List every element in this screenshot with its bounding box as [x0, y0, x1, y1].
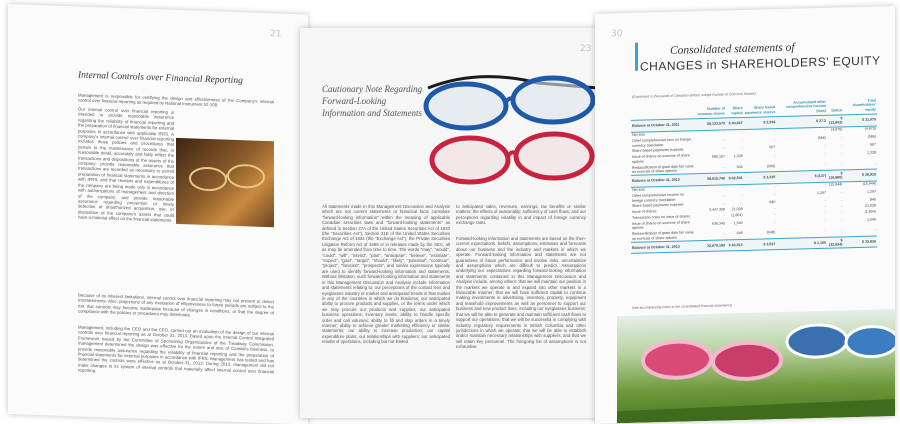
- page-number: 21: [270, 29, 282, 40]
- right-page: [595, 6, 895, 424]
- table-cell: 3,447,308: [709, 207, 725, 213]
- title-line: Forward-Looking: [322, 96, 387, 106]
- body-column: All statements made in this Management Discussion and Analysis which are not current statements or historical facts constitute "forward-looking information" within the meaning of applicable Canadian securities laws and "forward-looking statements" as defined in Section 27A of the United States Securities Act of 1933 (the "Securities Act"), Section 21E of the United States Securities Exchange Act of 1934 (the "Exchange Act"), the Private Securities Litigation Reform Act of 1995 or in releases made by the SEC, all as may be amended from time to time. The words "may", "would", "could", "will", "intend", "plan", "anticipate", "believe", "estimate", "expect", "goal", "target", "should", "likely", "potential", "continue", "project", "forecast", "prospects", and similar expressions typically are used to identify forward-looking information and statements. Without limitation, such forward-looking information and statements in this Management Discussion and Analysis include information and statements relating to: our perceptions of the contact lens and eyeglasses industry or market and anticipated trends in that market in any of the countries in which we do business; our anticipated ability to procure products and supplies, or the terms under which we may procure our products and supplies; our anticipated business operations, inventory levels, ability to handle specific order and call volumes; ability to fill and ship orders in a timely manner; ability to achieve greater marketing efficiency or similar statements; our ability to increase production; our capital expenditure plans; our relationships with suppliers; our anticipated results of operations, including but not limited: [322, 204, 450, 345]
- page-number: 23: [580, 44, 592, 54]
- table-body: [631, 114, 877, 254]
- table-cell: 1,297: [867, 189, 876, 195]
- eyeglasses-photo: [418, 58, 603, 198]
- column-header: Share based payments reserve: [744, 101, 777, 118]
- table-cell: -: [841, 204, 843, 209]
- table-cell: 648: [736, 231, 743, 236]
- table-cell: -: [774, 129, 776, 134]
- table-cell: -: [723, 185, 725, 190]
- table-cell: (506): [766, 163, 776, 169]
- table-cell: 840: [870, 197, 876, 203]
- table-cell: $ (12,802): [827, 115, 844, 127]
- column-header: Deficit: [827, 99, 844, 115]
- table-cell: -: [741, 185, 743, 190]
- table-cell: 21,028: [865, 203, 876, 208]
- table-cell: -: [874, 161, 876, 166]
- table-cell: 21,028: [731, 207, 743, 212]
- table-footnote: (see accompanying notes to the consolidated financial statements): [632, 303, 733, 310]
- title-line: Cautionary Note Regarding: [322, 84, 423, 94]
- table-cell: (4,870): [864, 126, 876, 131]
- eyeglasses-icon: [176, 138, 274, 227]
- table-cell: -: [841, 151, 843, 156]
- row-label: Net loss: [632, 132, 645, 138]
- body-column: Forward-looking information and statements are based on the then-current expectations, beliefs, assumptions, estimates and forecasts about our business and the industry and markets in which we operate. Forward-looking information and statements are not guarantees of future performance and involve risks, uncertainties and assumptions which are difficult to predict. Assumptions underlying our expectations regarding forward-looking information and statements contained in this Management Discussion and Analysis include, among others: that we will maintain our position in the markets we operate in and expand into other markets in a favourable manner; that we will have sufficient capital to continue making investments in advertising, inventory, property, equipment and leasehold improvements as well as personnel to support our business and new product lines, including our eyeglasses business; that we will be able to generate and maintain sufficient cash flows to support our operations; that we will be successful in complying with industry regulatory requirements in British Columbia and other jurisdictions in which we operate; that we will be able to establish and/or maintain necessary relationships with suppliers; and that we will retain key personnel. The foregoing list of assumptions is not exhaustive.: [456, 236, 586, 350]
- table-cell: -: [841, 190, 843, 195]
- table-cell: -: [774, 212, 776, 217]
- table-cell: -: [723, 231, 725, 236]
- statement-title: Consolidated statements of: [670, 41, 795, 57]
- paragraph-text: Our internal control over financial reporting is intended to provide reasonable assurance regarding the reliability of financial reporting and the preparation of financial statements for external purposes in accordance with applicable IFRS. A company's internal control over financial reporting includes those policies and procedures that pertain to the maintenance of records that, in reasonable detail, accurately and fairly reflect the transactions and dispositions of the assets of the company; provide reasonable assurance that transactions are recorded as necessary to permit preparation of financial statements in accordance with IFRS, and that receipts and expenditures of the company are being made only in accordance with authorizations of management and directors of the company; and provide reasonable assurance regarding prevention or timely detection of unauthorized acquisition, use, or disposition of the company's assets that could have a material effect on the financial statements.: [78, 106, 174, 223]
- row-label: Net loss: [632, 187, 645, 193]
- table-cell: 506: [736, 164, 743, 169]
- table-cell: 840: [769, 200, 776, 205]
- table-cell: -: [824, 229, 826, 234]
- table-cell: -: [741, 201, 743, 206]
- table-cell: -: [741, 193, 743, 198]
- page-number: 30: [611, 29, 623, 40]
- statement-title: CHANGES in SHAREHOLDERS' EQUITY: [640, 53, 881, 74]
- column-header: Accumulated other comprehensive income (loss): [776, 100, 827, 117]
- row-label: Issue of shares on exercise of share options: [632, 153, 690, 164]
- table-cell: -: [723, 138, 725, 143]
- row-label: Reclassification of grant date fair value on exercise of share options: [632, 230, 694, 241]
- table-cell: 585,167: [712, 154, 725, 160]
- table-cell: -: [723, 201, 725, 206]
- column-header: Total shareholders' equity: [844, 98, 878, 115]
- row-label: Share based payments expense: [632, 147, 684, 154]
- table-cell: -: [874, 227, 876, 232]
- table-cell: (1,804): [731, 212, 743, 218]
- table-cell: $ (32,824): [827, 237, 844, 249]
- table-cell: -: [841, 228, 843, 233]
- table-cell: 1,540: [867, 217, 876, 222]
- row-label: Other comprehensive loss on foreign currency translation: [632, 137, 691, 148]
- column-header: Number of common shares: [695, 102, 726, 119]
- table-cell: 1,297: [816, 191, 826, 196]
- table-cell: (15,944): [829, 182, 843, 187]
- body-column: to anticipated sales, revenues, earnings, tax benefits or similar matters; the effects of seasonality; sufficiency of cash flows; and our perceptions regarding volatility in and impact of foreign currency exchange rates.: [456, 204, 586, 226]
- table-cell: $ 28,819: [844, 169, 878, 181]
- middle-page: [300, 28, 605, 418]
- column-header: Share capital: [726, 102, 744, 118]
- row-label: Issue of shares: [632, 209, 657, 215]
- table-cell: $ 37.2: [776, 116, 827, 129]
- left-page: [8, 4, 308, 424]
- row-label: Share based payments expense: [632, 202, 684, 209]
- table-cell: (1,804): [864, 209, 876, 214]
- table-cell: -: [824, 152, 826, 157]
- table-cell: 32,679,189: [695, 240, 726, 252]
- table-cell: $ 3,335: [744, 172, 777, 184]
- table-cell: -: [741, 138, 743, 143]
- table-cell: -: [824, 183, 826, 188]
- row-label: Balance at October 31, 2011: [631, 119, 695, 132]
- row-label: Balance at October 31, 2013: [631, 241, 695, 254]
- table-cell: -: [841, 162, 843, 167]
- table-cell: -: [774, 184, 776, 189]
- table-cell: -: [824, 162, 826, 167]
- table-cell: $ 3,537: [744, 239, 777, 251]
- table-cell: -: [824, 204, 826, 210]
- table-cell: $ 35,836: [844, 236, 878, 248]
- table-cell: -: [824, 127, 826, 133]
- table-cell: 636,345: [712, 221, 725, 226]
- sunglasses-icon: [617, 309, 895, 423]
- table-cell: $ 1,160: [776, 237, 827, 250]
- paragraph: Because of its inherent limitations, internal control over financial reporting may not prevent or detect misstatements. Also, projections of any evaluation of effectiveness to future periods are subject to the risk that controls may become inadequate because of changes in conditions, or that the degree of compliance with the policies or procedures may deteriorate.: [78, 292, 274, 318]
- table-subtitle: (Expressed in thousands of Canadian dollars, except Number of Common Shares): [632, 91, 756, 99]
- table-cell: $ (137): [776, 171, 827, 184]
- table-cell: (15,944): [862, 181, 876, 187]
- table-cell: -: [723, 213, 725, 218]
- sunglasses-grass-photo: [617, 309, 895, 423]
- table-cell: $ 31,975: [844, 114, 878, 126]
- row-label: Other comprehensive income on foreign currency translation: [632, 192, 684, 203]
- table-cell: -: [774, 206, 776, 211]
- table-cell: -: [841, 218, 843, 223]
- table-cell: $ (16,880): [827, 170, 844, 182]
- row-label: Transaction costs on issue of shares: [632, 214, 691, 220]
- table-cell: -: [824, 199, 826, 204]
- table-cell: (648): [766, 230, 776, 235]
- table-cell: (4,870): [831, 127, 843, 132]
- row-label: Reclassification of grant date fair value on exercise of share options: [632, 163, 694, 174]
- row-label: Balance at October 31, 2012: [631, 174, 695, 187]
- table-cell: 28,133,579: [695, 118, 726, 130]
- table-cell: 28,615,746: [695, 173, 726, 185]
- paragraph: Management, including the CEO and the CFO, carried out an evaluation of the design of our internal controls over financial reporting as at October 31, 2013. Based upon the Internal Control Integrated Framework issued by the Committee of Sponsoring Organizations of the Treadway Commission, management determined the design was effective for the nature and size of Coastal's business, to provide reasonable assurance regarding the reliability of financial reporting and the preparation of financial statements for external purposes in accordance with IFRS. Management has tested and has determined the controls were effective as at October 31, 2013. During 2013, management did not make changes to its system of internal controls that materially affect internal control over financial reporting.: [78, 324, 274, 375]
- table-cell: 1,540: [733, 221, 743, 226]
- row-label: Issue of shares on exercise of share options: [632, 220, 690, 231]
- table-cell: -: [741, 146, 743, 151]
- table-cell: $ 40,667: [726, 118, 744, 130]
- table-cell: -: [723, 165, 725, 170]
- table-cell: -: [723, 146, 725, 151]
- row-label-header: [631, 103, 695, 120]
- table-cell: -: [774, 192, 776, 197]
- paragraph: Management is responsible for certifying the design and effectiveness of the Company's internal control over financial reporting as required by National Instrument 52-109.: [78, 92, 274, 108]
- eyeglasses-leather-photo: [176, 138, 274, 227]
- table-cell: -: [723, 193, 725, 198]
- table-cell: 907: [870, 142, 876, 147]
- table-cell: -: [774, 220, 776, 225]
- table-cell: -: [824, 210, 826, 215]
- table-cell: $ 63,913: [726, 239, 744, 251]
- table-cell: -: [774, 137, 776, 142]
- table-cell: $ 2,934: [744, 117, 777, 129]
- table-cell: -: [841, 135, 843, 140]
- table-cell: 1,328: [867, 150, 876, 156]
- section-title: Internal Controls over Financial Reporting: [78, 70, 243, 87]
- table-cell: -: [841, 143, 843, 148]
- title-line: Information and Statements: [322, 108, 422, 118]
- title-bracket: [635, 43, 638, 71]
- table-cell: -: [824, 218, 826, 223]
- table-cell: 907: [769, 145, 776, 150]
- equity-table: [631, 98, 877, 254]
- table-cell: -: [723, 130, 725, 135]
- table-cell: -: [824, 144, 826, 149]
- table-cell: -: [774, 153, 776, 158]
- table-cell: 1,328: [733, 154, 743, 159]
- section-title: [322, 83, 422, 119]
- table-cell: $ 42,501: [726, 173, 744, 185]
- table-cell: -: [741, 130, 743, 135]
- table-cell: (586): [817, 136, 826, 141]
- table-cell: -: [841, 198, 843, 203]
- table-cell: -: [841, 210, 843, 215]
- table-cell: (586): [867, 134, 876, 139]
